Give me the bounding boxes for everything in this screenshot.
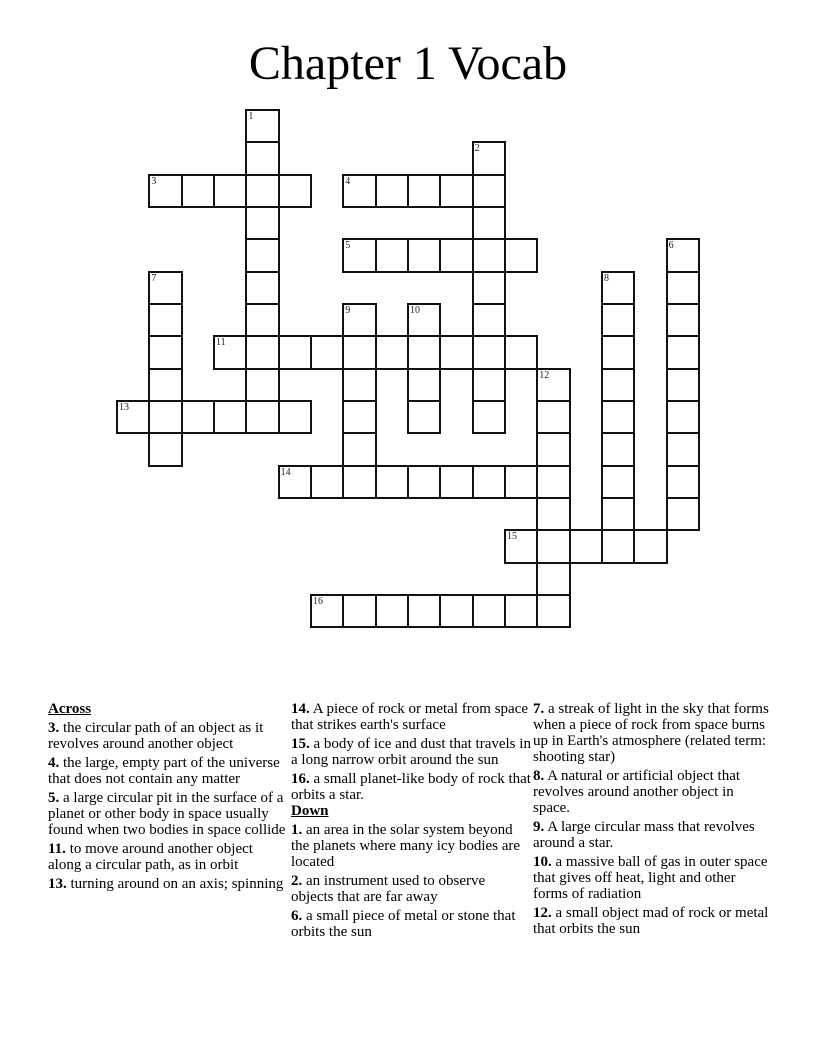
grid-cell[interactable] xyxy=(342,335,376,369)
grid-cell-15[interactable] xyxy=(504,529,538,563)
grid-cell[interactable] xyxy=(407,174,441,208)
clue-number-label: 12 xyxy=(539,369,550,381)
clue-across-11 xyxy=(48,841,288,873)
grid-cell[interactable] xyxy=(245,206,279,240)
grid-cell[interactable] xyxy=(536,432,570,466)
grid-cell[interactable] xyxy=(245,174,279,208)
clue-across-5 xyxy=(48,790,288,838)
clue-number-label: 14 xyxy=(280,466,291,478)
grid-cell[interactable] xyxy=(245,271,279,305)
grid-cell[interactable] xyxy=(407,335,441,369)
down-heading: Down xyxy=(291,803,329,819)
clue-number: 16. xyxy=(291,771,310,787)
clue-text: a small planet-like body of rock that orbits a star. xyxy=(291,771,531,803)
grid-cell[interactable] xyxy=(633,529,667,563)
grid-cell[interactable] xyxy=(407,368,441,402)
clue-across-4 xyxy=(48,755,288,787)
clue-text: a large circular pit in the surface of a planet or other body in space usually found when two bodies in space collide xyxy=(48,790,286,838)
clue-across-16 xyxy=(291,771,531,803)
grid-cell[interactable] xyxy=(342,465,376,499)
grid-cell[interactable] xyxy=(601,303,635,337)
clue-number: 4. xyxy=(48,755,60,771)
grid-cell[interactable] xyxy=(472,400,506,434)
grid-cell[interactable] xyxy=(245,400,279,434)
grid-cell-13[interactable] xyxy=(116,400,150,434)
clue-text: turning around on an axis; spinning xyxy=(70,876,284,892)
clue-across-13 xyxy=(48,876,288,892)
clue-text: a small piece of metal or stone that orbits the sun xyxy=(291,908,516,940)
grid-cell[interactable] xyxy=(342,432,376,466)
clue-number: 12. xyxy=(533,905,552,921)
grid-cell[interactable] xyxy=(407,238,441,272)
clues-column-1 xyxy=(48,701,288,895)
clue-text: a body of ice and dust that travels in a long narrow orbit around the sun xyxy=(291,736,531,768)
grid-cell[interactable] xyxy=(342,400,376,434)
clue-number: 15. xyxy=(291,736,310,752)
grid-cell[interactable] xyxy=(536,562,570,596)
grid-cell[interactable] xyxy=(375,335,409,369)
clue-number-label: 7 xyxy=(151,272,157,284)
clue-text: A piece of rock or metal from space that strikes earth's surface xyxy=(291,701,529,733)
clue-down-9 xyxy=(533,819,773,851)
grid-cell-8[interactable] xyxy=(601,271,635,305)
grid-cell[interactable] xyxy=(601,465,635,499)
grid-cell-10[interactable] xyxy=(407,303,441,337)
grid-cell-16[interactable] xyxy=(310,594,344,628)
clue-down-2 xyxy=(291,873,531,905)
grid-cell[interactable] xyxy=(666,465,700,499)
grid-cell[interactable] xyxy=(148,303,182,337)
grid-cell[interactable] xyxy=(536,400,570,434)
grid-cell[interactable] xyxy=(472,303,506,337)
clue-number-label: 16 xyxy=(312,595,323,607)
grid-cell[interactable] xyxy=(601,529,635,563)
grid-cell-5[interactable] xyxy=(342,238,376,272)
page-title: Chapter 1 Vocab xyxy=(248,37,568,90)
grid-cell[interactable] xyxy=(310,465,344,499)
grid-cell[interactable] xyxy=(245,368,279,402)
grid-cell-2[interactable] xyxy=(472,141,506,175)
grid-cell[interactable] xyxy=(504,335,538,369)
grid-cell-7[interactable] xyxy=(148,271,182,305)
grid-cell[interactable] xyxy=(375,238,409,272)
clue-number: 10. xyxy=(533,854,552,870)
grid-cell[interactable] xyxy=(601,432,635,466)
clue-down-7 xyxy=(533,701,773,765)
grid-cell[interactable] xyxy=(278,174,312,208)
grid-cell[interactable] xyxy=(245,238,279,272)
clue-text: an area in the solar system beyond the planets where many icy bodies are located xyxy=(291,822,521,870)
clue-text: the large, empty part of the universe that does not contain any matter xyxy=(48,755,280,787)
grid-cell[interactable] xyxy=(601,400,635,434)
grid-cell-6[interactable] xyxy=(666,238,700,272)
clue-number-label: 9 xyxy=(345,304,351,316)
grid-cell[interactable] xyxy=(666,303,700,337)
clues-column-2 xyxy=(291,701,531,943)
grid-cell[interactable] xyxy=(536,465,570,499)
grid-cell[interactable] xyxy=(375,465,409,499)
clue-across-3 xyxy=(48,720,288,752)
grid-cell[interactable] xyxy=(278,400,312,434)
clue-down-1 xyxy=(291,822,531,870)
grid-cell[interactable] xyxy=(472,271,506,305)
clue-text: a massive ball of gas in outer space that gives off heat, light and other forms of radiation xyxy=(533,854,768,902)
grid-cell[interactable] xyxy=(666,271,700,305)
grid-cell[interactable] xyxy=(536,497,570,531)
grid-cell[interactable] xyxy=(601,335,635,369)
grid-cell[interactable] xyxy=(504,594,538,628)
clue-number-label: 8 xyxy=(603,272,609,284)
grid-cell-12[interactable] xyxy=(536,368,570,402)
grid-cell[interactable] xyxy=(472,238,506,272)
clue-number: 2. xyxy=(291,873,303,889)
grid-cell[interactable] xyxy=(407,594,441,628)
clue-text: A natural or artificial object that revolves around another object in space. xyxy=(533,768,741,816)
clue-number-label: 3 xyxy=(151,175,157,187)
grid-cell[interactable] xyxy=(407,400,441,434)
grid-cell[interactable] xyxy=(375,174,409,208)
grid-cell[interactable] xyxy=(181,174,215,208)
grid-cell[interactable] xyxy=(472,465,506,499)
grid-cell[interactable] xyxy=(245,335,279,369)
clue-number-label: 15 xyxy=(506,531,517,543)
grid-cell[interactable] xyxy=(213,400,247,434)
clue-down-6 xyxy=(291,908,531,940)
grid-cell[interactable] xyxy=(245,303,279,337)
grid-cell[interactable] xyxy=(439,335,473,369)
clues-column-3 xyxy=(533,701,773,940)
grid-cell[interactable] xyxy=(213,174,247,208)
clue-number-label: 11 xyxy=(215,337,226,349)
grid-cell-14[interactable] xyxy=(278,465,312,499)
clue-number: 7. xyxy=(533,701,545,717)
grid-cell[interactable] xyxy=(375,594,409,628)
clue-number-label: 4 xyxy=(345,175,351,187)
clue-down-8 xyxy=(533,768,773,816)
clue-number-label: 13 xyxy=(119,401,129,413)
grid-cell[interactable] xyxy=(278,335,312,369)
grid-cell[interactable] xyxy=(472,368,506,402)
grid-cell[interactable] xyxy=(439,594,473,628)
grid-cell[interactable] xyxy=(666,368,700,402)
grid-cell-4[interactable] xyxy=(342,174,376,208)
clue-number-label: 6 xyxy=(668,240,674,252)
grid-cell[interactable] xyxy=(472,335,506,369)
clue-text: A large circular mass that revolves around a star. xyxy=(533,819,755,851)
grid-cell[interactable] xyxy=(472,206,506,240)
clue-text: a streak of light in the sky that forms when a piece of rock from space burns up in Earth's atmosphere (related term: shooting star) xyxy=(533,701,769,765)
grid-cell[interactable] xyxy=(148,400,182,434)
clue-number-label: 1 xyxy=(248,111,254,122)
grid-cell[interactable] xyxy=(148,432,182,466)
clue-number-label: 2 xyxy=(474,143,480,155)
grid-cell[interactable] xyxy=(439,174,473,208)
grid-cell[interactable] xyxy=(666,400,700,434)
clue-number: 3. xyxy=(48,720,60,736)
grid-cell[interactable] xyxy=(536,594,570,628)
clue-number: 1. xyxy=(291,822,303,838)
grid-cell[interactable] xyxy=(472,174,506,208)
grid-cell[interactable] xyxy=(504,238,538,272)
grid-cell[interactable] xyxy=(569,529,603,563)
grid-cell-3[interactable] xyxy=(148,174,182,208)
grid-cell[interactable] xyxy=(666,335,700,369)
clue-number: 5. xyxy=(48,790,60,806)
clue-across-14 xyxy=(291,701,531,733)
clue-number: 8. xyxy=(533,768,545,784)
grid-cell-11[interactable] xyxy=(213,335,247,369)
grid-cell[interactable] xyxy=(666,432,700,466)
clue-text: a small object mad of rock or metal that orbits the sun xyxy=(533,905,769,937)
clue-number: 6. xyxy=(291,908,303,924)
grid-cell[interactable] xyxy=(472,594,506,628)
clue-text: an instrument used to observe objects that are far away xyxy=(291,873,486,905)
clue-down-10 xyxy=(533,854,773,902)
clue-number: 14. xyxy=(291,701,310,717)
grid-cell[interactable] xyxy=(310,335,344,369)
clue-text: the circular path of an object as it revolves around another object xyxy=(48,720,264,752)
clue-text: to move around another object along a circular path, as in orbit xyxy=(48,841,253,873)
clue-number: 9. xyxy=(533,819,545,835)
grid-cell[interactable] xyxy=(666,497,700,531)
grid-cell[interactable] xyxy=(439,465,473,499)
grid-cell[interactable] xyxy=(342,368,376,402)
grid-cell[interactable] xyxy=(407,465,441,499)
clue-number: 11. xyxy=(48,841,66,857)
grid-cell[interactable] xyxy=(148,368,182,402)
grid-cell[interactable] xyxy=(148,335,182,369)
grid-cell[interactable] xyxy=(439,238,473,272)
across-heading: Across xyxy=(48,701,92,717)
grid-cell[interactable] xyxy=(601,497,635,531)
grid-cell-9[interactable] xyxy=(342,303,376,337)
grid-cell[interactable] xyxy=(181,400,215,434)
grid-cell-1[interactable] xyxy=(245,109,279,143)
clue-across-15 xyxy=(291,736,531,768)
grid-cell[interactable] xyxy=(601,368,635,402)
clue-number-label: 5 xyxy=(345,240,351,252)
grid-cell[interactable] xyxy=(342,594,376,628)
clue-number-label: 10 xyxy=(409,304,420,316)
clue-number: 13. xyxy=(48,876,67,892)
clue-down-12 xyxy=(533,905,773,937)
grid-cell[interactable] xyxy=(536,529,570,563)
grid-cell[interactable] xyxy=(504,465,538,499)
grid-cell[interactable] xyxy=(245,141,279,175)
